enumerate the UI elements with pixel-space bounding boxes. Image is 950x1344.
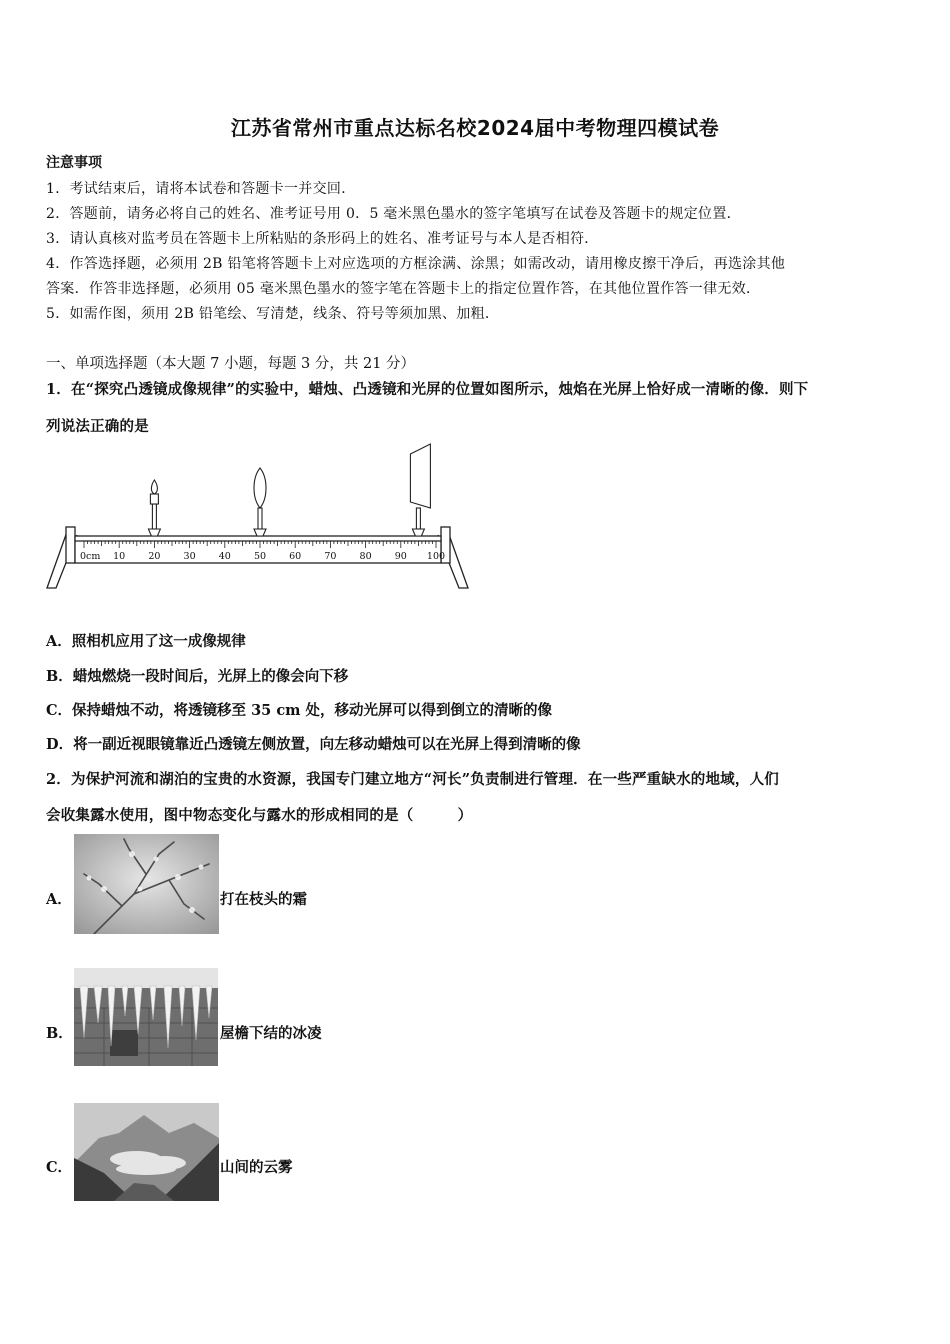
notice-item-5: 5．如需作图，须用 2B 铅笔绘、写清楚，线条、符号等须加黑、加粗．	[46, 306, 500, 322]
frost-branch-photo	[74, 834, 219, 934]
ruler-label-100: 100	[426, 551, 446, 562]
bench-left-post	[66, 527, 75, 563]
ruler-label-50: 50	[253, 551, 267, 562]
notice-item-4-cont: 答案．作答非选择题，必须用 05 毫米黑色墨水的签字笔在答题卡上的指定位置作答，在其他位置作答一律无效．	[46, 281, 761, 297]
ruler-label-0: 0cm	[80, 551, 101, 562]
notice-item-4: 4．作答选择题，必须用 2B 铅笔将答题卡上对应选项的方框涂满、涂黑；如需改动，请用橡皮擦干净后，再选涂其他	[46, 256, 786, 272]
notice-item-1: 1．考试结束后，请将本试卷和答题卡一并交回．	[46, 181, 356, 197]
question-2-line-2: 会收集露水使用，图中物态变化与露水的形成相同的是（ ）	[46, 807, 473, 824]
ruler-label-30: 30	[183, 551, 196, 562]
ruler-label-10: 10	[113, 551, 126, 562]
section-heading: 一、单项选择题（本大题 7 小题，每题 3 分，共 21 分）	[46, 356, 416, 372]
q2-option-a-letter: A．	[46, 891, 72, 908]
q1-option-d: D．将一副近视眼镜靠近凸透镜左侧放置，向左移动蜡烛可以在光屏上得到清晰的像	[46, 736, 581, 753]
notice-heading: 注意事项	[46, 155, 102, 171]
ruler-label-70: 70	[324, 551, 337, 562]
q1-option-c: C．保持蜡烛不动，将透镜移至 35 cm 处，移动光屏可以得到倒立的清晰的像	[46, 702, 553, 719]
light-screen	[410, 444, 430, 536]
candle	[148, 480, 160, 536]
optical-bench-figure	[44, 440, 474, 592]
q2-option-a-caption: 打在枝头的霜	[220, 891, 307, 908]
q2-option-b-letter: B．	[46, 1025, 73, 1042]
question-1-line-2: 列说法正确的是	[46, 418, 149, 435]
question-1-line-1: 1．在“探究凸透镜成像规律”的实验中，蜡烛、凸透镜和光屏的位置如图所示，烛焰在光屏上恰好成一清晰的像．则下	[46, 381, 809, 398]
ruler-label-40: 40	[218, 551, 231, 562]
ruler-label-20: 20	[148, 551, 161, 562]
q2-option-b-caption: 屋檐下结的冰凌	[220, 1025, 322, 1042]
ruler-label-80: 80	[359, 551, 372, 562]
icicles-photo	[74, 968, 218, 1066]
page-title: 江苏省常州市重点达标名校2024届中考物理四模试卷	[230, 116, 720, 140]
q1-option-b: B．蜡烛燃烧一段时间后，光屏上的像会向下移	[46, 668, 349, 685]
convex-lens	[254, 468, 266, 536]
mountain-fog-photo	[74, 1103, 219, 1201]
q2-option-c-caption: 山间的云雾	[220, 1159, 293, 1176]
q2-option-c-letter: C．	[46, 1159, 73, 1176]
ruler-label-60: 60	[289, 551, 302, 562]
question-2-line-1: 2．为保护河流和湖泊的宝贵的水资源，我国专门建立地方“河长”负责制进行管理．在一些严重缺水的地域，人们	[46, 771, 779, 788]
notice-item-3: 3．请认真核对监考员在答题卡上所粘贴的条形码上的姓名、准考证号与本人是否相符．	[46, 231, 599, 247]
notice-item-2: 2．答题前，请务必将自己的姓名、准考证号用 0．5 毫米黑色墨水的签字笔填写在试卷及答题卡的规定位置．	[46, 206, 741, 222]
q1-option-a: A．照相机应用了这一成像规律	[46, 633, 246, 650]
ruler-label-90: 90	[394, 551, 407, 562]
